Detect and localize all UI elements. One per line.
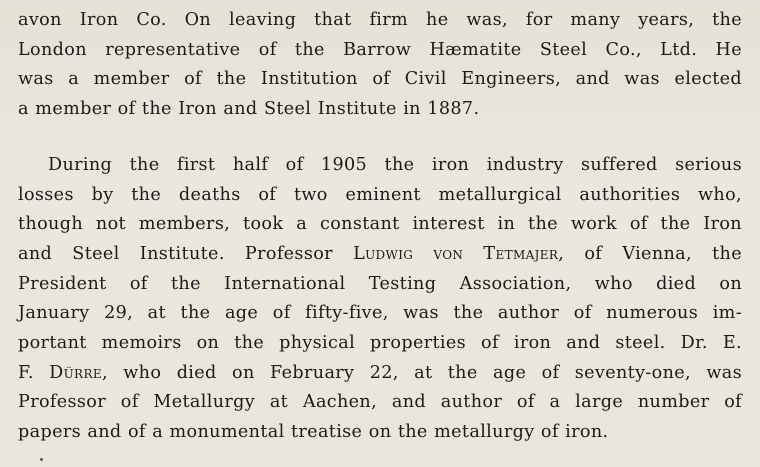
text-line — [18, 240, 742, 270]
text-line: Professor of Metallurgy at Aachen, and author of a large number of — [18, 392, 742, 413]
text-line: a member of the Iron and Steel Institute in 1887. — [18, 99, 480, 120]
paragraph-gap — [18, 125, 742, 151]
text-line: avon Iron Co. On leaving that firm he was, for many years, the — [18, 10, 742, 30]
text-line: London representative of the Barrow Hæmatite Steel Co., Ltd. He — [18, 39, 742, 60]
text-line: portant memoirs on the physical properties of iron and steel. Dr. E. — [18, 333, 742, 354]
person-name-tetmajer: Ludwig von Tetmajer — [353, 243, 559, 264]
text-line: though not members, took a constant interest in the work of the Iron — [18, 214, 742, 235]
text-line: During the first half of 1905 the iron industry suffered serious — [48, 154, 742, 175]
paragraph-1 — [18, 6, 742, 125]
text-segment: , who died on February 22, at the age of seventy-one, was — [101, 362, 742, 383]
text-line: losses by the deaths of two eminent metallurgical authorities who, — [18, 184, 742, 205]
person-name-durre: F. Dürre — [18, 362, 102, 383]
text-line: January 29, at the age of fifty-five, was the author of numerous im- — [18, 303, 742, 324]
paragraph-2 — [18, 151, 742, 448]
text-segment: and Steel Institute. Professor — [18, 243, 354, 264]
text-line: was a member of the Institution of Civil Engineers, and was elected — [18, 69, 742, 90]
text-line — [18, 359, 742, 389]
text-line: President of the International Testing Association, who died on — [18, 273, 742, 294]
text-line: papers and of a monumental treatise on the metallurgy of iron. — [18, 422, 609, 443]
page-speck — [40, 458, 43, 461]
text-segment: , of Vienna, the — [558, 243, 742, 264]
